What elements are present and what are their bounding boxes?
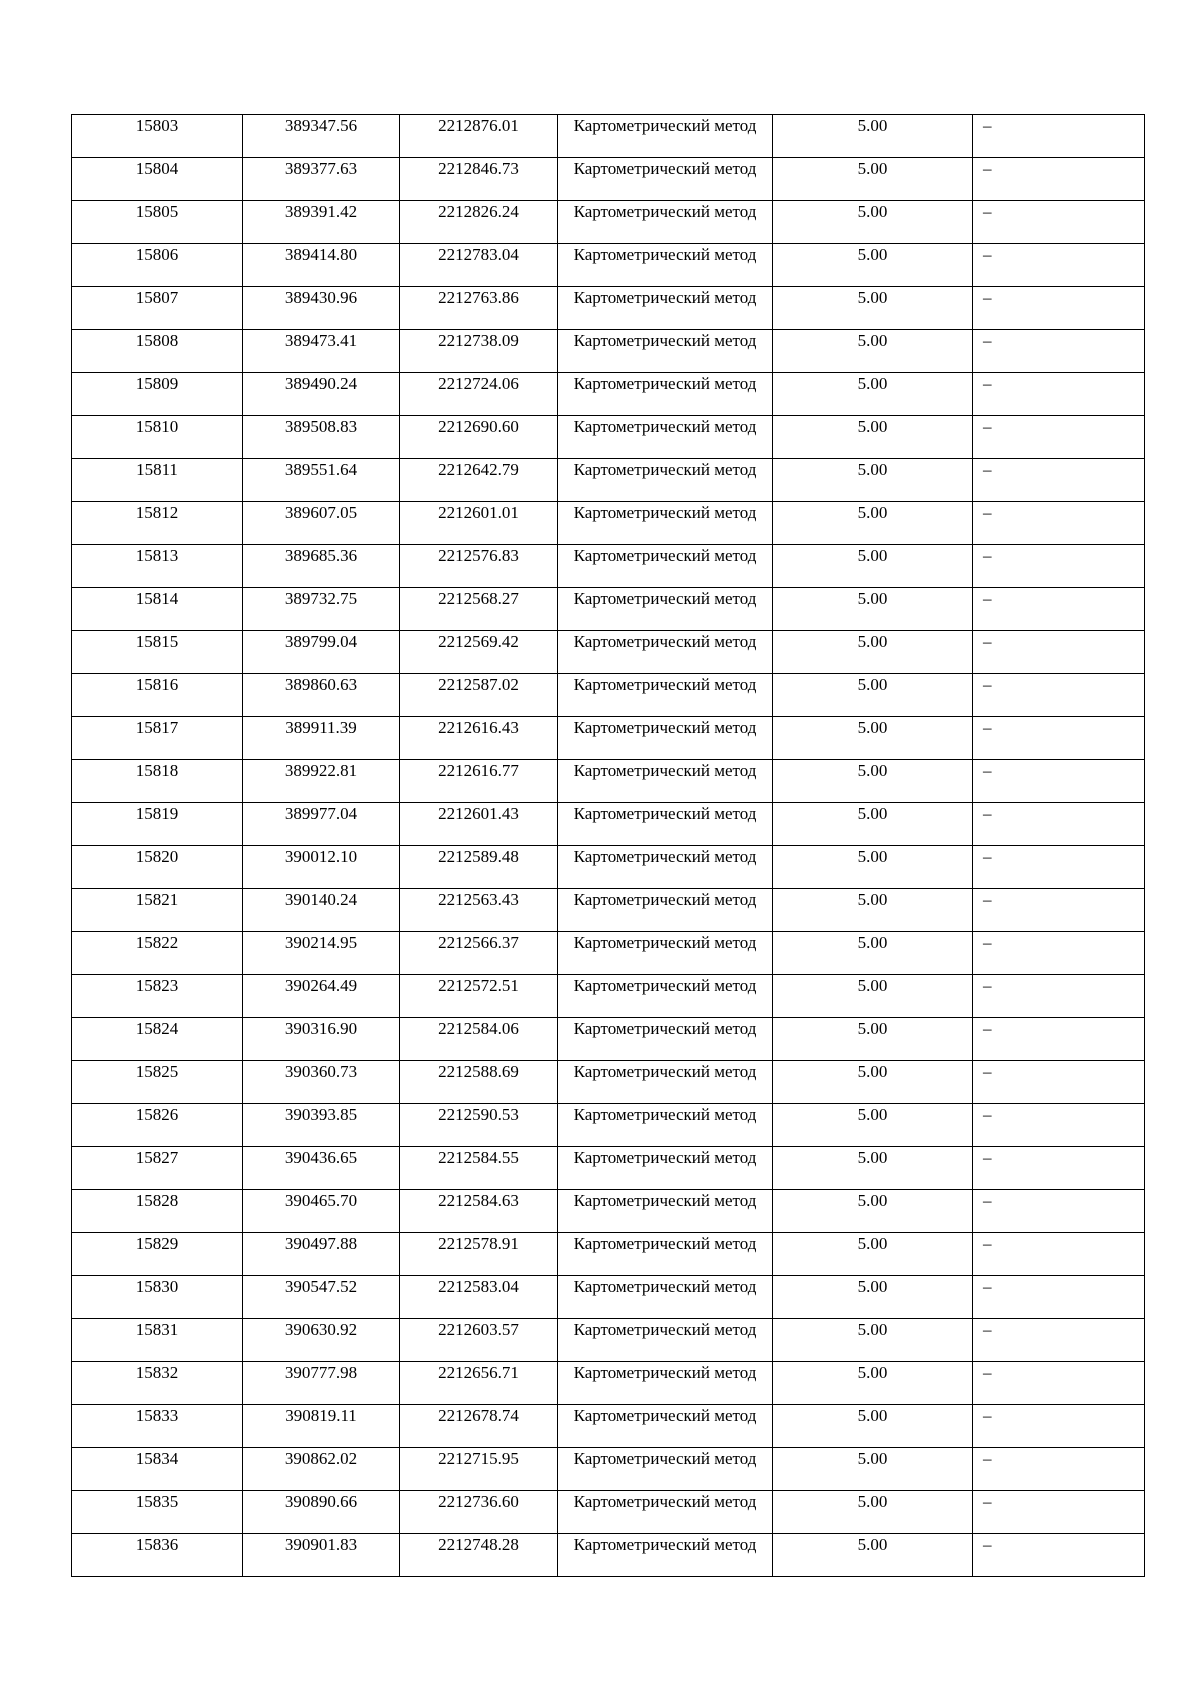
accuracy-cell: 5.00 (773, 1491, 973, 1534)
table-row (72, 717, 1145, 760)
y-coordinate-cell: 2212563.43 (400, 889, 558, 932)
x-coordinate-cell: 389490.24 (243, 373, 400, 416)
table-row (72, 588, 1145, 631)
table-row (72, 846, 1145, 889)
table-row (72, 760, 1145, 803)
note-cell: – (973, 846, 1145, 889)
table-row (72, 201, 1145, 244)
x-coordinate-cell: 390777.98 (243, 1362, 400, 1405)
accuracy-cell: 5.00 (773, 1448, 973, 1491)
y-coordinate-cell: 2212566.37 (400, 932, 558, 975)
method-cell: Картометрический метод (558, 545, 773, 588)
note-cell: – (973, 975, 1145, 1018)
table-row (72, 244, 1145, 287)
y-coordinate-cell: 2212748.28 (400, 1534, 558, 1577)
table-body (72, 115, 1145, 1577)
table-row (72, 1061, 1145, 1104)
y-coordinate-cell: 2212876.01 (400, 115, 558, 158)
point-number-cell: 15819 (72, 803, 243, 846)
note-cell: – (973, 1405, 1145, 1448)
note-cell: – (973, 1147, 1145, 1190)
method-cell: Картометрический метод (558, 330, 773, 373)
accuracy-cell: 5.00 (773, 330, 973, 373)
x-coordinate-cell: 389860.63 (243, 674, 400, 717)
method-cell: Картометрический метод (558, 1362, 773, 1405)
y-coordinate-cell: 2212736.60 (400, 1491, 558, 1534)
y-coordinate-cell: 2212763.86 (400, 287, 558, 330)
note-cell: – (973, 502, 1145, 545)
y-coordinate-cell: 2212568.27 (400, 588, 558, 631)
point-number-cell: 15835 (72, 1491, 243, 1534)
point-number-cell: 15831 (72, 1319, 243, 1362)
y-coordinate-cell: 2212590.53 (400, 1104, 558, 1147)
method-cell: Картометрический метод (558, 158, 773, 201)
x-coordinate-cell: 390547.52 (243, 1276, 400, 1319)
point-number-cell: 15823 (72, 975, 243, 1018)
table-row (72, 975, 1145, 1018)
method-cell: Картометрический метод (558, 244, 773, 287)
y-coordinate-cell: 2212616.43 (400, 717, 558, 760)
method-cell: Картометрический метод (558, 1190, 773, 1233)
y-coordinate-cell: 2212601.01 (400, 502, 558, 545)
x-coordinate-cell: 390012.10 (243, 846, 400, 889)
accuracy-cell: 5.00 (773, 416, 973, 459)
y-coordinate-cell: 2212588.69 (400, 1061, 558, 1104)
point-number-cell: 15830 (72, 1276, 243, 1319)
method-cell: Картометрический метод (558, 889, 773, 932)
y-coordinate-cell: 2212690.60 (400, 416, 558, 459)
method-cell: Картометрический метод (558, 1018, 773, 1061)
x-coordinate-cell: 389551.64 (243, 459, 400, 502)
accuracy-cell: 5.00 (773, 760, 973, 803)
accuracy-cell: 5.00 (773, 115, 973, 158)
accuracy-cell: 5.00 (773, 1276, 973, 1319)
note-cell: – (973, 244, 1145, 287)
x-coordinate-cell: 390630.92 (243, 1319, 400, 1362)
table-row (72, 115, 1145, 158)
x-coordinate-cell: 389732.75 (243, 588, 400, 631)
x-coordinate-cell: 390465.70 (243, 1190, 400, 1233)
x-coordinate-cell: 389922.81 (243, 760, 400, 803)
point-number-cell: 15805 (72, 201, 243, 244)
accuracy-cell: 5.00 (773, 158, 973, 201)
table-row (72, 1190, 1145, 1233)
point-number-cell: 15829 (72, 1233, 243, 1276)
method-cell: Картометрический метод (558, 1147, 773, 1190)
table-row (72, 932, 1145, 975)
accuracy-cell: 5.00 (773, 1534, 973, 1577)
table-row (72, 158, 1145, 201)
accuracy-cell: 5.00 (773, 1233, 973, 1276)
point-number-cell: 15806 (72, 244, 243, 287)
method-cell: Картометрический метод (558, 1276, 773, 1319)
y-coordinate-cell: 2212578.91 (400, 1233, 558, 1276)
y-coordinate-cell: 2212589.48 (400, 846, 558, 889)
y-coordinate-cell: 2212656.71 (400, 1362, 558, 1405)
point-number-cell: 15822 (72, 932, 243, 975)
x-coordinate-cell: 389911.39 (243, 717, 400, 760)
y-coordinate-cell: 2212783.04 (400, 244, 558, 287)
x-coordinate-cell: 389799.04 (243, 631, 400, 674)
y-coordinate-cell: 2212826.24 (400, 201, 558, 244)
method-cell: Картометрический метод (558, 1104, 773, 1147)
method-cell: Картометрический метод (558, 201, 773, 244)
x-coordinate-cell: 389508.83 (243, 416, 400, 459)
note-cell: – (973, 1534, 1145, 1577)
note-cell: – (973, 416, 1145, 459)
y-coordinate-cell: 2212583.04 (400, 1276, 558, 1319)
x-coordinate-cell: 389685.36 (243, 545, 400, 588)
method-cell: Картометрический метод (558, 1534, 773, 1577)
method-cell: Картометрический метод (558, 932, 773, 975)
note-cell: – (973, 1018, 1145, 1061)
point-number-cell: 15827 (72, 1147, 243, 1190)
table-row (72, 631, 1145, 674)
note-cell: – (973, 889, 1145, 932)
accuracy-cell: 5.00 (773, 588, 973, 631)
note-cell: – (973, 330, 1145, 373)
x-coordinate-cell: 390140.24 (243, 889, 400, 932)
point-number-cell: 15810 (72, 416, 243, 459)
point-number-cell: 15818 (72, 760, 243, 803)
accuracy-cell: 5.00 (773, 932, 973, 975)
y-coordinate-cell: 2212569.42 (400, 631, 558, 674)
method-cell: Картометрический метод (558, 459, 773, 502)
accuracy-cell: 5.00 (773, 1319, 973, 1362)
note-cell: – (973, 803, 1145, 846)
y-coordinate-cell: 2212584.63 (400, 1190, 558, 1233)
accuracy-cell: 5.00 (773, 502, 973, 545)
x-coordinate-cell: 389377.63 (243, 158, 400, 201)
point-number-cell: 15811 (72, 459, 243, 502)
table-row (72, 287, 1145, 330)
accuracy-cell: 5.00 (773, 1104, 973, 1147)
note-cell: – (973, 1104, 1145, 1147)
note-cell: – (973, 1190, 1145, 1233)
point-number-cell: 15824 (72, 1018, 243, 1061)
note-cell: – (973, 760, 1145, 803)
x-coordinate-cell: 389347.56 (243, 115, 400, 158)
note-cell: – (973, 158, 1145, 201)
note-cell: – (973, 588, 1145, 631)
table-row (72, 1147, 1145, 1190)
accuracy-cell: 5.00 (773, 1061, 973, 1104)
y-coordinate-cell: 2212584.06 (400, 1018, 558, 1061)
table-row (72, 502, 1145, 545)
point-number-cell: 15803 (72, 115, 243, 158)
point-number-cell: 15815 (72, 631, 243, 674)
table-row (72, 1448, 1145, 1491)
x-coordinate-cell: 390264.49 (243, 975, 400, 1018)
point-number-cell: 15836 (72, 1534, 243, 1577)
table-row (72, 1319, 1145, 1362)
table-row (72, 545, 1145, 588)
point-number-cell: 15833 (72, 1405, 243, 1448)
point-number-cell: 15820 (72, 846, 243, 889)
table-row (72, 1491, 1145, 1534)
y-coordinate-cell: 2212587.02 (400, 674, 558, 717)
x-coordinate-cell: 390393.85 (243, 1104, 400, 1147)
point-number-cell: 15832 (72, 1362, 243, 1405)
accuracy-cell: 5.00 (773, 846, 973, 889)
table-row (72, 803, 1145, 846)
table-row (72, 330, 1145, 373)
y-coordinate-cell: 2212576.83 (400, 545, 558, 588)
x-coordinate-cell: 390819.11 (243, 1405, 400, 1448)
method-cell: Картометрический метод (558, 631, 773, 674)
point-number-cell: 15816 (72, 674, 243, 717)
accuracy-cell: 5.00 (773, 244, 973, 287)
method-cell: Картометрический метод (558, 717, 773, 760)
table-row (72, 1276, 1145, 1319)
method-cell: Картометрический метод (558, 1491, 773, 1534)
point-number-cell: 15807 (72, 287, 243, 330)
note-cell: – (973, 1319, 1145, 1362)
table-row (72, 1534, 1145, 1577)
y-coordinate-cell: 2212846.73 (400, 158, 558, 201)
note-cell: – (973, 1362, 1145, 1405)
table-row (72, 416, 1145, 459)
note-cell: – (973, 717, 1145, 760)
method-cell: Картометрический метод (558, 975, 773, 1018)
x-coordinate-cell: 390497.88 (243, 1233, 400, 1276)
accuracy-cell: 5.00 (773, 674, 973, 717)
x-coordinate-cell: 389977.04 (243, 803, 400, 846)
accuracy-cell: 5.00 (773, 459, 973, 502)
y-coordinate-cell: 2212616.77 (400, 760, 558, 803)
x-coordinate-cell: 389391.42 (243, 201, 400, 244)
point-number-cell: 15826 (72, 1104, 243, 1147)
point-number-cell: 15804 (72, 158, 243, 201)
note-cell: – (973, 287, 1145, 330)
note-cell: – (973, 1491, 1145, 1534)
method-cell: Картометрический метод (558, 287, 773, 330)
note-cell: – (973, 373, 1145, 416)
table-row (72, 373, 1145, 416)
table-row (72, 1104, 1145, 1147)
table-row (72, 1405, 1145, 1448)
note-cell: – (973, 201, 1145, 244)
table-row (72, 1233, 1145, 1276)
table-row (72, 889, 1145, 932)
x-coordinate-cell: 390436.65 (243, 1147, 400, 1190)
coordinates-table (71, 114, 1145, 1577)
x-coordinate-cell: 389414.80 (243, 244, 400, 287)
accuracy-cell: 5.00 (773, 1190, 973, 1233)
y-coordinate-cell: 2212584.55 (400, 1147, 558, 1190)
method-cell: Картометрический метод (558, 1448, 773, 1491)
y-coordinate-cell: 2212601.43 (400, 803, 558, 846)
method-cell: Картометрический метод (558, 760, 773, 803)
note-cell: – (973, 459, 1145, 502)
y-coordinate-cell: 2212738.09 (400, 330, 558, 373)
note-cell: – (973, 1061, 1145, 1104)
accuracy-cell: 5.00 (773, 717, 973, 760)
note-cell: – (973, 1276, 1145, 1319)
note-cell: – (973, 545, 1145, 588)
x-coordinate-cell: 390901.83 (243, 1534, 400, 1577)
point-number-cell: 15808 (72, 330, 243, 373)
note-cell: – (973, 1448, 1145, 1491)
method-cell: Картометрический метод (558, 502, 773, 545)
accuracy-cell: 5.00 (773, 1362, 973, 1405)
point-number-cell: 15814 (72, 588, 243, 631)
accuracy-cell: 5.00 (773, 1405, 973, 1448)
x-coordinate-cell: 390890.66 (243, 1491, 400, 1534)
accuracy-cell: 5.00 (773, 975, 973, 1018)
x-coordinate-cell: 389430.96 (243, 287, 400, 330)
y-coordinate-cell: 2212642.79 (400, 459, 558, 502)
x-coordinate-cell: 390360.73 (243, 1061, 400, 1104)
point-number-cell: 15834 (72, 1448, 243, 1491)
point-number-cell: 15809 (72, 373, 243, 416)
accuracy-cell: 5.00 (773, 373, 973, 416)
x-coordinate-cell: 389607.05 (243, 502, 400, 545)
method-cell: Картометрический метод (558, 674, 773, 717)
y-coordinate-cell: 2212715.95 (400, 1448, 558, 1491)
method-cell: Картометрический метод (558, 803, 773, 846)
point-number-cell: 15825 (72, 1061, 243, 1104)
point-number-cell: 15828 (72, 1190, 243, 1233)
accuracy-cell: 5.00 (773, 631, 973, 674)
method-cell: Картометрический метод (558, 416, 773, 459)
x-coordinate-cell: 390862.02 (243, 1448, 400, 1491)
table-row (72, 674, 1145, 717)
note-cell: – (973, 1233, 1145, 1276)
y-coordinate-cell: 2212724.06 (400, 373, 558, 416)
y-coordinate-cell: 2212678.74 (400, 1405, 558, 1448)
method-cell: Картометрический метод (558, 373, 773, 416)
table-row (72, 1362, 1145, 1405)
note-cell: – (973, 115, 1145, 158)
table-row (72, 459, 1145, 502)
note-cell: – (973, 932, 1145, 975)
method-cell: Картометрический метод (558, 1061, 773, 1104)
method-cell: Картометрический метод (558, 115, 773, 158)
point-number-cell: 15817 (72, 717, 243, 760)
y-coordinate-cell: 2212572.51 (400, 975, 558, 1018)
point-number-cell: 15821 (72, 889, 243, 932)
table-row (72, 1018, 1145, 1061)
method-cell: Картометрический метод (558, 1405, 773, 1448)
accuracy-cell: 5.00 (773, 803, 973, 846)
x-coordinate-cell: 390214.95 (243, 932, 400, 975)
accuracy-cell: 5.00 (773, 545, 973, 588)
method-cell: Картометрический метод (558, 1319, 773, 1362)
accuracy-cell: 5.00 (773, 889, 973, 932)
method-cell: Картометрический метод (558, 588, 773, 631)
x-coordinate-cell: 389473.41 (243, 330, 400, 373)
accuracy-cell: 5.00 (773, 1018, 973, 1061)
accuracy-cell: 5.00 (773, 1147, 973, 1190)
point-number-cell: 15812 (72, 502, 243, 545)
y-coordinate-cell: 2212603.57 (400, 1319, 558, 1362)
note-cell: – (973, 631, 1145, 674)
x-coordinate-cell: 390316.90 (243, 1018, 400, 1061)
note-cell: – (973, 674, 1145, 717)
accuracy-cell: 5.00 (773, 201, 973, 244)
point-number-cell: 15813 (72, 545, 243, 588)
accuracy-cell: 5.00 (773, 287, 973, 330)
method-cell: Картометрический метод (558, 1233, 773, 1276)
method-cell: Картометрический метод (558, 846, 773, 889)
